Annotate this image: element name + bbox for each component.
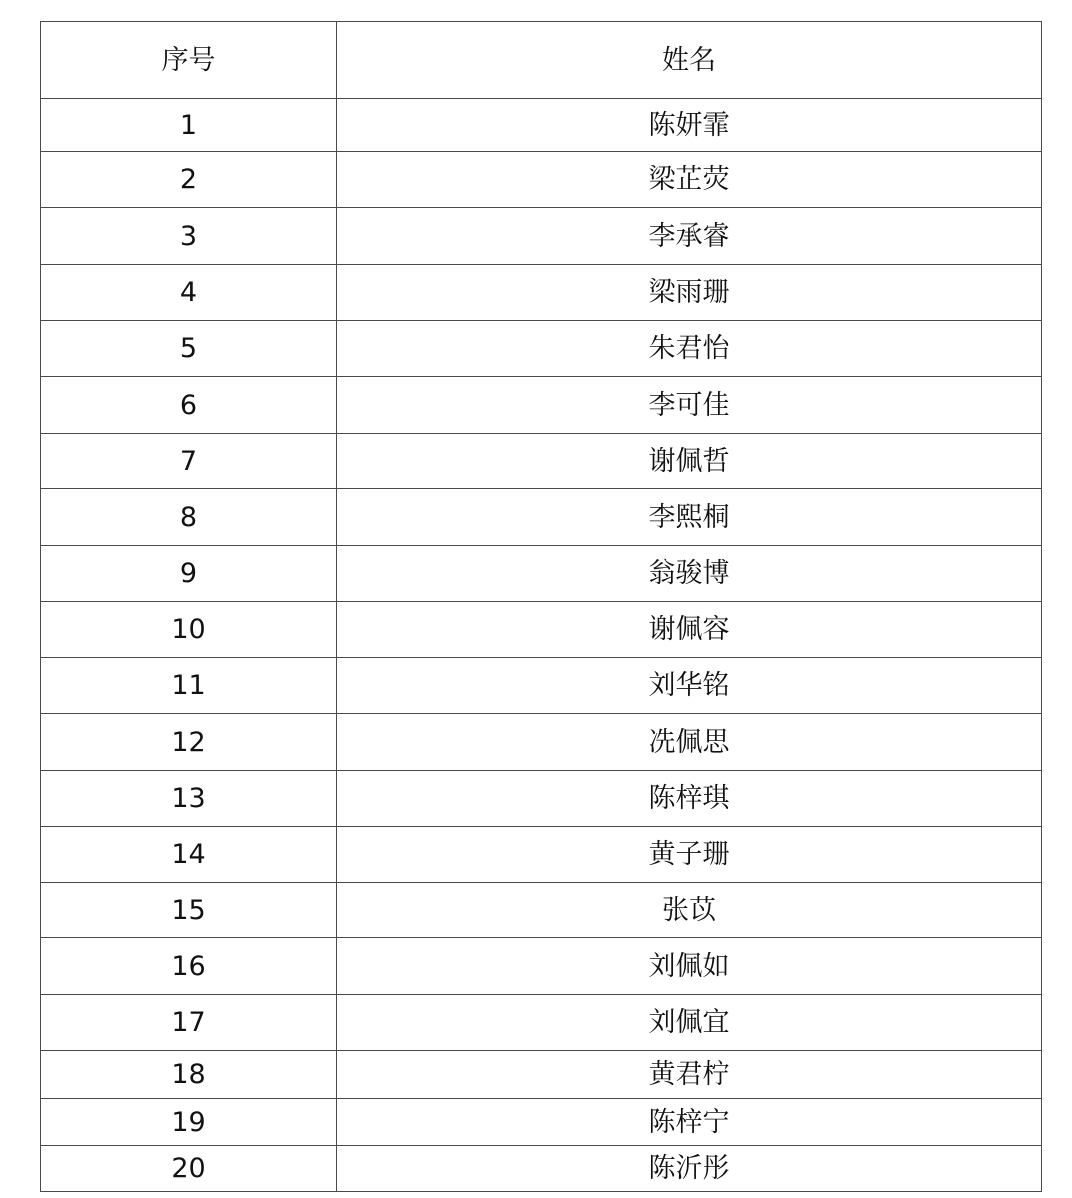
table-row [41,1051,1042,1099]
row-index: 2 [41,152,337,208]
row-index: 17 [41,995,337,1051]
table-row [41,321,1042,377]
row-index: 20 [41,1146,337,1192]
row-index: 5 [41,321,337,377]
header-name: 姓名 [337,22,1042,99]
table-row [41,546,1042,602]
row-index: 19 [41,1099,337,1146]
row-index: 18 [41,1051,337,1099]
row-index: 15 [41,883,337,938]
row-index: 7 [41,434,337,489]
row-index: 3 [41,208,337,265]
row-name: 翁骏博 [337,546,1042,602]
row-name: 陈妍霏 [337,99,1042,152]
row-name: 李承睿 [337,208,1042,265]
row-name: 李熙桐 [337,489,1042,546]
row-name: 陈梓宁 [337,1099,1042,1146]
row-name: 刘华铭 [337,658,1042,714]
table-row [41,1099,1042,1146]
table-row [41,1146,1042,1192]
table-row [41,827,1042,883]
row-name: 黄君柠 [337,1051,1042,1099]
row-name: 陈梓琪 [337,771,1042,827]
row-index: 8 [41,489,337,546]
row-index: 1 [41,99,337,152]
row-name: 李可佳 [337,377,1042,434]
row-name: 张苡 [337,883,1042,938]
table-row [41,938,1042,995]
row-index: 12 [41,714,337,771]
table-row [41,714,1042,771]
row-name: 梁雨珊 [337,265,1042,321]
table-row [41,377,1042,434]
table-row [41,434,1042,489]
table-row [41,883,1042,938]
table-header-row [41,22,1042,99]
table-body [41,99,1042,1192]
table-row [41,658,1042,714]
row-name: 梁芷荧 [337,152,1042,208]
row-index: 6 [41,377,337,434]
header-index: 序号 [41,22,337,99]
row-name: 陈沂彤 [337,1146,1042,1192]
table-row [41,771,1042,827]
table-row [41,208,1042,265]
table-row [41,99,1042,152]
row-name: 冼佩思 [337,714,1042,771]
table-row [41,489,1042,546]
row-name: 谢佩容 [337,602,1042,658]
row-name: 谢佩哲 [337,434,1042,489]
row-index: 10 [41,602,337,658]
row-index: 9 [41,546,337,602]
table-row [41,602,1042,658]
name-list-table [40,21,1042,1192]
row-index: 11 [41,658,337,714]
row-name: 朱君怡 [337,321,1042,377]
row-name: 黄子珊 [337,827,1042,883]
row-index: 4 [41,265,337,321]
table-row [41,152,1042,208]
row-index: 16 [41,938,337,995]
table-row [41,995,1042,1051]
row-index: 13 [41,771,337,827]
table-row [41,265,1042,321]
row-index: 14 [41,827,337,883]
row-name: 刘佩如 [337,938,1042,995]
row-name: 刘佩宜 [337,995,1042,1051]
